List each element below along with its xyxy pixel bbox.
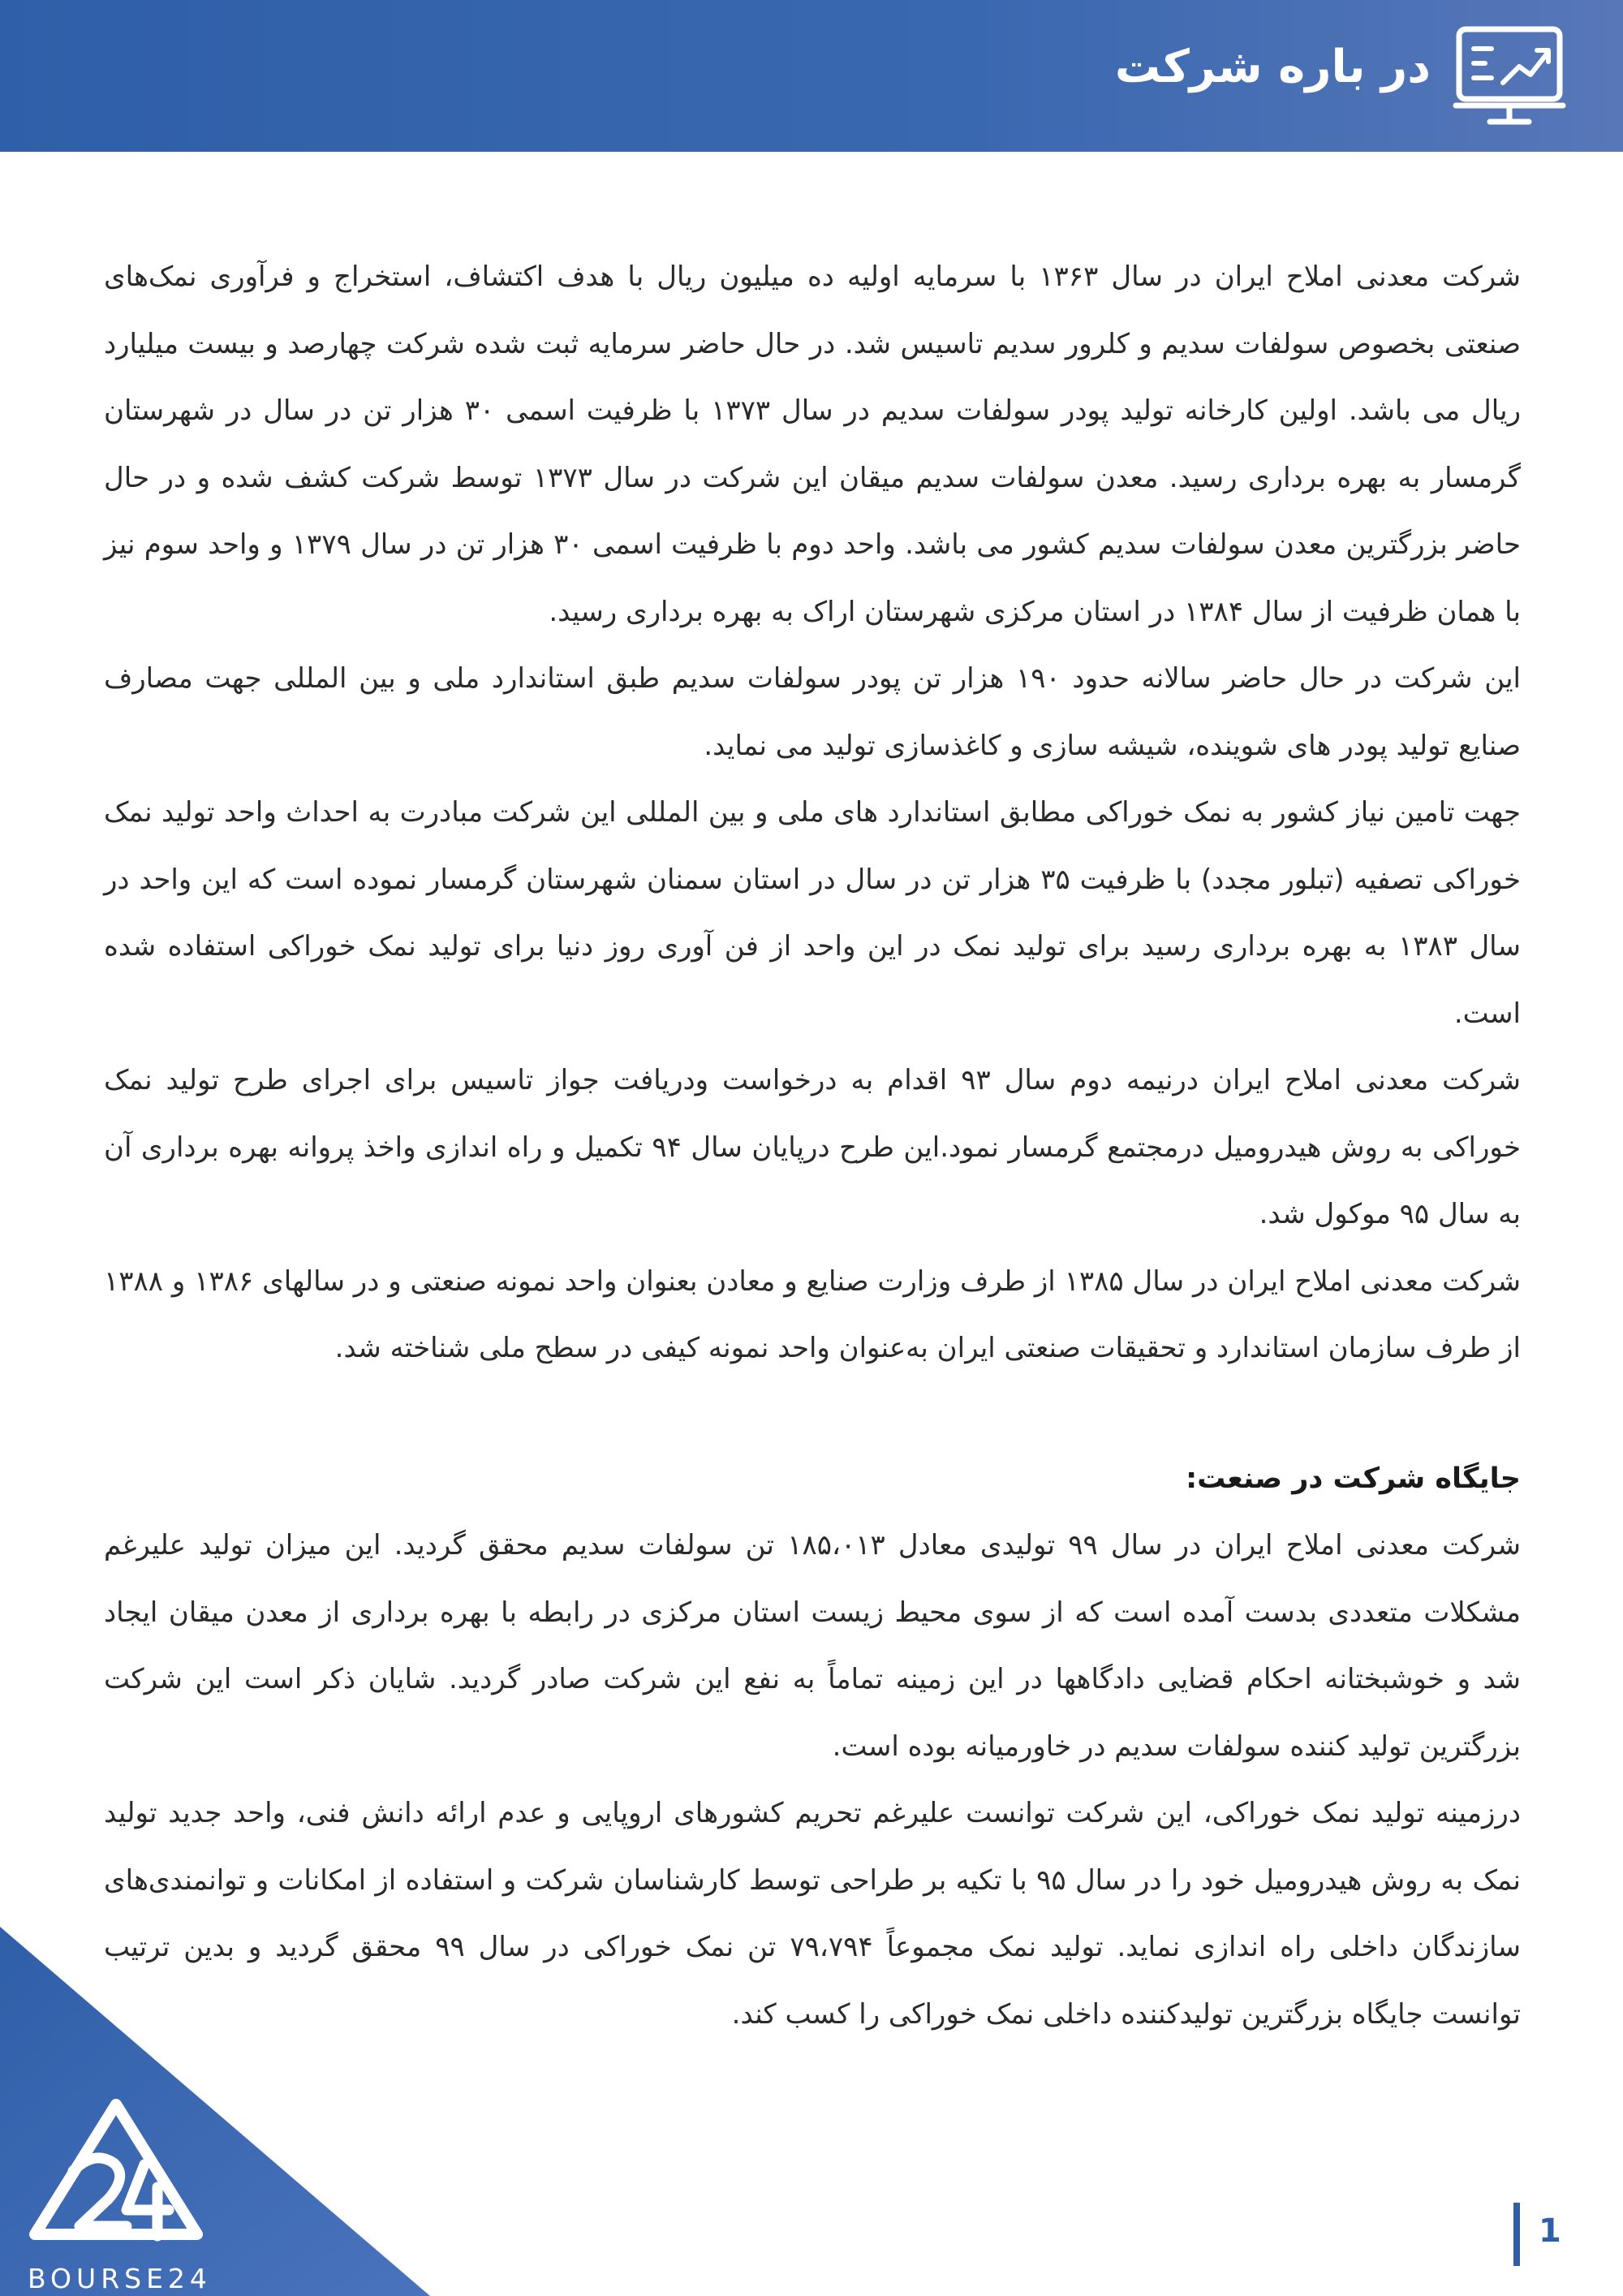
logo-text: BOURSE24 [28, 2263, 212, 2294]
page-number: 1 [1539, 2212, 1561, 2250]
paragraph: شرکت معدنی املاح ایران در سال ۱۳۸۵ از طرف وزارت صنایع و معادن بعنوان واحد نمونه صنعتی و در سالهای ۱۳۸۶ و ۱۳۸۸ از طرف سازمان استاندارد و تحقیقات صنعتی ایران به‌عنوان واحد نمونه کیفی در سطح ملی شناخته شد. [104, 1264, 1521, 1364]
paragraph: این شرکت در حال حاضر سالانه حدود ۱۹۰ هزار تن پودر سولفات سدیم طبق استاندارد ملی و بین المللی جهت مصارف صنایع تولید پودر های شوینده، شیشه سازی و کاغذسازی تولید می نماید. [104, 662, 1522, 762]
presentation-chart-icon [1453, 21, 1566, 127]
paragraph: شرکت معدنی املاح ایران در سال ۹۹ تولیدی معادل ۱۸۵،۰۱۳ تن سولفات سدیم محقق گردید. این میزان تولید علیرغم مشکلات متعددی بدست آمده است که از سوی محیط زیست استان مرکزی در رابطه با بهره برداری از معدن میقان ایجاد شد و خوشبختانه احکام قضایی دادگاهها در این زمینه تماماً به نفع این شرکت صادر گردید. شایان ذکر است این شرکت بزرگترین تولید کننده سولفات سدیم در خاورمیانه بوده است. [104, 1529, 1521, 1763]
bourse24-logo [23, 2096, 209, 2267]
paragraph: شرکت معدنی املاح ایران در سال ۱۳۶۳ با سرمایه اولیه ده میلیون ریال با هدف اکتشاف، استخراج و فرآوری نمک‌های صنعتی بخصوص سولفات سدیم و کلرور سدیم تاسیس شد. در حال حاضر سرمایه ثبت شده شرکت چهارصد و بیست میلیارد ریال می باشد. اولین کارخانه تولید پودر سولفات سدیم در سال ۱۳۷۳ با ظرفیت اسمی ۳۰ هزار تن در سال در شهرستان گرمسار به بهره برداری رسید. معدن سولفات سدیم میقان این شرکت در سال ۱۳۷۳ توسط شرکت کشف شده و در حال حاضر بزرگترین معدن سولفات سدیم کشور می باشد. واحد دوم با ظرفیت اسمی ۳۰ هزار تن در سال ۱۳۷۹ و واحد سوم نیز با همان ظرفیت از سال ۱۳۸۴ در استان مرکزی شهرستان اراک به بهره برداری رسید. [104, 261, 1522, 628]
page-header [0, 0, 1623, 152]
paragraph: جهت تامین نیاز کشور به نمک خوراکی مطابق استاندارد های ملی و بین المللی این شرکت مبادرت به احداث واحد تولید نمک خوراکی تصفیه (تبلور مجدد) با ظرفیت ۳۵ هزار تن در سال در استان سمنان شهرستان گرمسار نموده است که این واحد در سال ۱۳۸۳ به بهره برداری رسید برای تولید نمک در این واحد از فن آوری روز دنیا برای تولید نمک خوراکی استفاده شده است. [104, 796, 1522, 1030]
spacer [104, 1382, 1521, 1445]
paragraph: درزمینه تولید نمک خوراکی، این شرکت توانست علیرغم تحریم کشورهای اروپایی و عدم ارائه دانش فنی، واحد جدید تولید نمک به روش هیدرومیل خود را در سال ۹۵ با تکیه بر طراحی توسط کارشناسان شرکت و استفاده از امکانات و توانمندی‌های سازندگان داخلی راه اندازی نماید. تولید نمک مجموعاً ۷۹،۷۹۴ تن نمک خوراکی در سال ۹۹ محقق گردید و بدین ترتیب توانست جایگاه بزرگترین تولیدکننده داخلی نمک خوراکی را کسب کند. [104, 1797, 1522, 2031]
page-number-bar [1513, 2203, 1520, 2266]
page-title: در باره شرکت [1114, 41, 1431, 93]
body-text [104, 243, 1521, 2048]
paragraph: شرکت معدنی املاح ایران درنیمه دوم سال ۹۳ اقدام به درخواست ودریافت جواز تاسیس برای اجرای طرح تولید نمک خوراکی به روش هیدرومیل درمجتمع گرمسار نمود.این طرح درپایان سال ۹۴ تکمیل و راه اندازی واخذ پروانه بهره برداری آن به سال ۹۵ موکول شد. [104, 1064, 1521, 1230]
section-heading: جایگاه شرکت در صنعت: [1186, 1462, 1521, 1495]
